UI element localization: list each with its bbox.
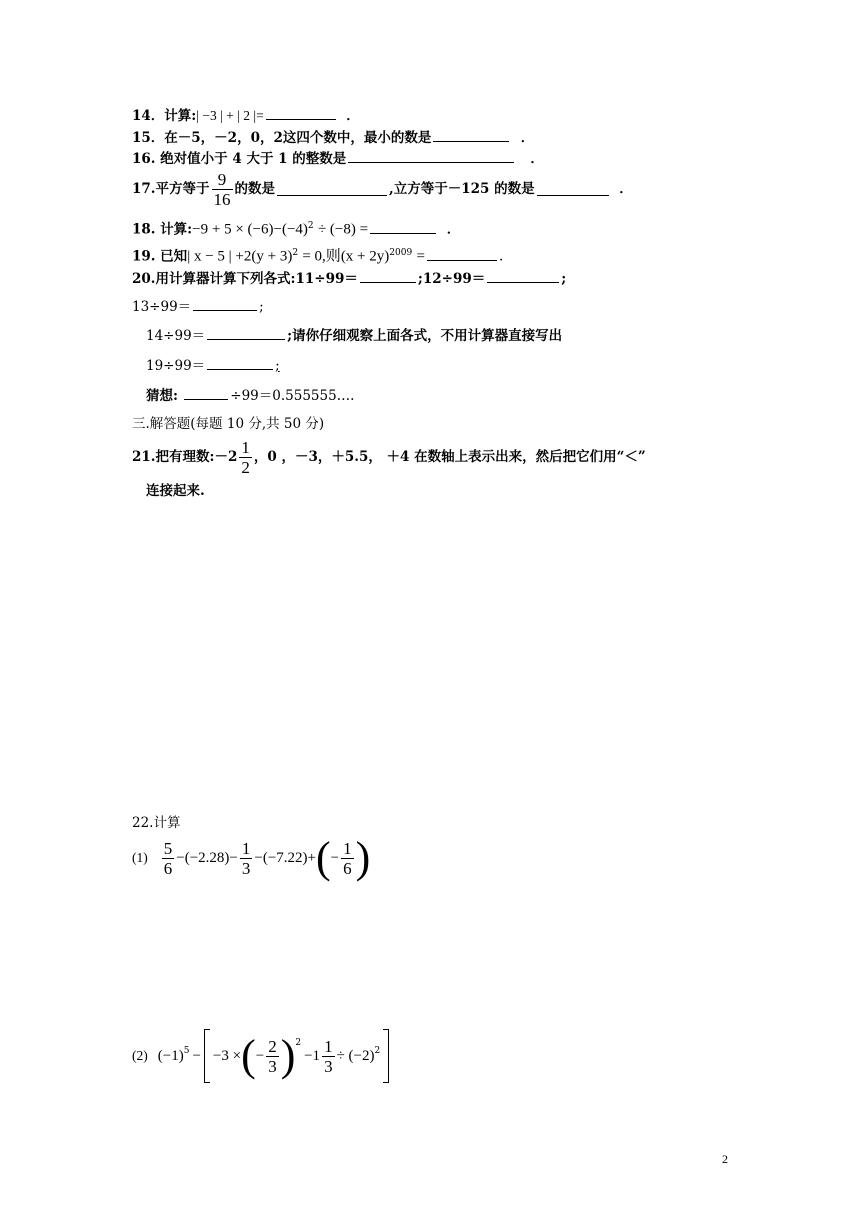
q22-p2-d: −1 [304, 1048, 321, 1064]
q14-answer-blank[interactable] [266, 106, 336, 120]
q20-line3-rest: ;请你仔细观察上面各式，不用计算器直接写出 [287, 328, 563, 344]
q20-line4-end: ; [275, 358, 280, 374]
q22-p1-b: −(−2.28)− [176, 850, 238, 866]
q22-p1-d: −(−7.22)+ [254, 850, 316, 866]
q22-p2-d-num: 1 [324, 1036, 333, 1056]
q18-end: ． [446, 221, 461, 238]
q16-text: 16. 绝对值小于 4 大于 1 的整数是 [132, 151, 347, 167]
q16-answer-blank[interactable] [348, 149, 514, 163]
q17-num: 9 [217, 169, 227, 189]
q19-expr2: = 0,则 [302, 248, 341, 265]
q22-p2-close-bracket [383, 1029, 389, 1083]
q22-p2-minus: − [192, 1048, 201, 1064]
q20-lead: 20.用计算器计算下列各式:11÷99＝ [132, 271, 358, 287]
question-20-guess [146, 386, 354, 405]
q20-guess-lead: 猜想: [146, 388, 178, 404]
q21-line2: 连接起来. [146, 483, 205, 499]
q20-answer-blank-11[interactable] [360, 269, 416, 283]
q17-mid2: ,立方等于－125 的数是 [389, 181, 535, 197]
question-20-line3 [146, 326, 562, 345]
q17-mid: 的数是 [234, 181, 275, 197]
question-21 [132, 436, 646, 478]
q22-p2-frac-c [266, 1037, 279, 1076]
q22-p2-open-bracket [204, 1029, 210, 1083]
q19-end: . [498, 248, 504, 265]
q22-p2-e-sup: 2 [374, 1046, 381, 1056]
q15-text: 15．在－5，－2，0，2这四个数中，最小的数是 [132, 130, 432, 146]
question-16 [132, 149, 544, 168]
q22-p1-open-paren: ( [316, 833, 331, 882]
q18-answer-blank[interactable] [370, 220, 436, 234]
q20-line2-end: ; [259, 299, 264, 315]
question-22-part2 [132, 1028, 389, 1084]
q22-p1-e-sign: − [330, 850, 340, 866]
page-number [722, 1150, 728, 1168]
q19-expr3: (x + 2y) [340, 248, 390, 265]
q22-p1-frac-a [162, 839, 175, 878]
section-3-heading [132, 415, 324, 433]
q19-lead: 19. 已知 [132, 248, 188, 265]
q18-expr2: ÷ (−8) = [317, 221, 369, 238]
q22-p2-c-sign: − [255, 1048, 265, 1064]
q20-guess-rest: ÷99＝0.555555…. [230, 388, 355, 404]
question-18 [132, 217, 460, 239]
q14-lead: 14．计算: [132, 108, 197, 124]
q18-lead: 18. 计算: [132, 221, 193, 238]
q21-lead: 21.把有理数:－2 [132, 449, 238, 465]
question-15 [132, 128, 534, 147]
q22-title: 22.计算 [132, 815, 181, 831]
q22-p2-b: −3 × [212, 1048, 242, 1064]
q20-line3: 14÷99＝ [146, 328, 206, 344]
q14-end: ． [346, 108, 360, 124]
q15-end: ． [520, 130, 535, 146]
question-21-line2 [146, 482, 205, 500]
q20-end: ; [561, 271, 567, 287]
question-19 [132, 244, 503, 266]
q15-answer-blank[interactable] [433, 128, 509, 142]
q17-answer-blank-1[interactable] [277, 182, 387, 196]
q21-num: 1 [241, 437, 250, 457]
q20-answer-blank-13[interactable] [193, 297, 257, 311]
q22-p1-a-den: 6 [163, 858, 173, 878]
q17-end: ． [619, 181, 633, 197]
q17-den: 16 [213, 189, 231, 209]
q18-expr: −9 + 5 × (−6)−(−4) [192, 221, 308, 238]
q22-p1-c-num: 1 [241, 838, 251, 858]
q19-expr: | x − 5 | +2(y + 3) [187, 248, 293, 265]
q22-p2-frac-d [322, 1037, 335, 1076]
q19-expr4: = [416, 248, 425, 265]
q22-p1-e-num: 1 [343, 838, 352, 858]
q16-end: ． [530, 151, 544, 167]
q20-answer-blank-19[interactable] [207, 356, 273, 370]
q20-answer-blank-12[interactable] [487, 269, 559, 283]
q17-fraction [212, 170, 233, 209]
q22-p2-a: (−1) [157, 1048, 184, 1064]
q22-p1-close-paren: ) [355, 833, 371, 882]
q22-p1-e-den: 6 [343, 858, 352, 878]
q19-sup2: 2009 [389, 248, 413, 258]
q17-answer-blank-2[interactable] [537, 182, 609, 196]
q22-p1-c-den: 3 [241, 858, 251, 878]
q22-p1-frac-c [240, 839, 253, 878]
q17-lead: 17.平方等于 [132, 181, 210, 197]
question-14 [132, 106, 360, 125]
q22-p2-e: ÷ (−2) [336, 1048, 375, 1064]
q20-mid: ;12÷99＝ [417, 271, 486, 287]
q22-p1-a-num: 5 [163, 838, 173, 858]
q22-p1-frac-e [341, 839, 354, 878]
question-17 [132, 168, 633, 210]
question-22-part1 [132, 833, 371, 882]
question-20 [132, 269, 566, 288]
q21-fraction [239, 438, 252, 477]
q22-p2-c-num: 2 [268, 1036, 277, 1056]
q14-expr: | −3 | + | 2 |= [196, 108, 264, 123]
q19-sup: 2 [292, 248, 299, 258]
question-20-line4 [146, 356, 280, 375]
q22-p2-c-den: 3 [268, 1056, 277, 1076]
q21-den: 2 [241, 457, 250, 477]
q20-line2: 13÷99＝ [132, 299, 192, 315]
q21-rest: ，0 ，－3，＋5.5， ＋4 在数轴上表示出来，然后把它们用“＜” [253, 449, 646, 465]
q20-guess-blank[interactable] [184, 386, 228, 400]
q20-line4: 19÷99＝ [146, 358, 206, 374]
section-3-text: 三.解答题(每题 10 分,共 50 分) [132, 416, 325, 432]
q22-p2-c-sup: 2 [295, 1038, 302, 1048]
q22-p2-open-paren: ( [241, 1031, 256, 1080]
q22-p1-label: (1) [132, 850, 148, 865]
q22-p2-label: (2) [132, 1048, 148, 1063]
question-20-line2 [132, 297, 264, 316]
q18-sup: 2 [307, 221, 314, 231]
q20-answer-blank-14[interactable] [207, 326, 285, 340]
q22-p2-d-den: 3 [324, 1056, 333, 1076]
q22-p2-close-paren: ) [280, 1031, 296, 1080]
page-number-text: 2 [722, 1152, 728, 1166]
q19-answer-blank[interactable] [427, 247, 497, 261]
question-22-title [132, 814, 180, 832]
q22-p2-a-sup: 5 [183, 1046, 190, 1056]
